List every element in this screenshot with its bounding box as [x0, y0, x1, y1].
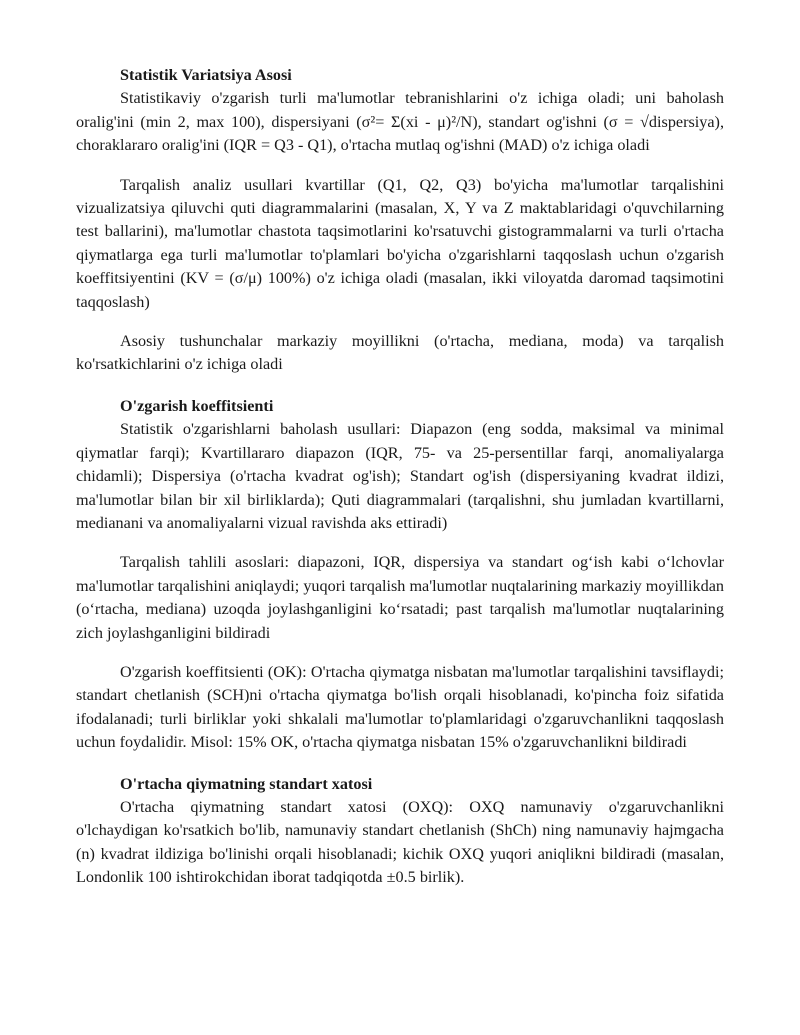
- paragraph-standard-error-definition: O'rtacha qiymatning standart xatosi (OXQ): OXQ namunaviy o'zgaruvchanlikni o'lchaydigan ko'rsatkich bo'lib, namunaviy standart chetlanish (ShCh) ning namunaviy hajmgacha (n) kvadrat ildiziga bo'linishi orqali hisoblanadi; kichik OXQ yuqori aniqlikni bildiradi (masalan, Londonlik 100 ishtirokchidan iborat tadqiqotda ±0.5 birlik).: [76, 797, 724, 887]
- paragraph-dispersion-analysis-basics: Tarqalish tahlili asoslari: diapazoni, IQR, dispersiya va standart og‘ish kabi o‘lchovlar ma'lumotlar tarqalishini aniqlaydi; yuqori tarqalish ma'lumotlar nuqtalarining markaziy moyillikdan (o‘rtacha, mediana) uzoqda joylashganligini ko‘rsatadi; past tarqalish ma'lumotlar nuqtalarining zich joylashganligini bildiradi: [76, 553, 724, 642]
- paragraph-coefficient-definition: O'zgarish koeffitsienti (OK): O'rtacha qiymatga nisbatan ma'lumotlar tarqalishini tavsiflaydi; standart chetlanish (SCH)ni o'rtacha qiymatga bo'lish orqali hisoblanadi, ko'pincha foiz sifatida ifodalanadi; turli birliklar yoki shkalali ma'lumotlar to'plamlaridagi o'zgaruvchanlikni taqqoslash uchun foydalidir. Misol: 15% OK, o'rtacha qiymatga nisbatan 15% o'zgaruvchanlikni bildiradi: [76, 662, 724, 752]
- section-heading-statistical-variation: Statistik Variatsiya Asosi: [120, 66, 292, 84]
- paragraph-key-concepts: Asosiy tushunchalar markaziy moyillikni (o'rtacha, mediana, moda) va tarqalish ko'rsatkichlarini o'z ichiga oladi: [76, 332, 724, 374]
- paragraph-assessment-methods: Statistik o'zgarishlarni baholash usullari: Diapazon (eng sodda, maksimal va minimal qiymatlar farqi); Kvartillararo diapazon (IQR, 75- va 25-persentillar farqi, anomaliyalarga chidamli); Dispersiya (o'rtacha kvadrat og'ish); Standart og'ish (dispersiyaning kvadrat ildizi, ma'lumotlar bilan bir xil birliklarda); Quti diagrammalari (tarqalishni, shu jumladan kvartillarni, medianani va anomaliyalarni vizual ravishda aks ettiradi): [76, 420, 724, 532]
- document-page: [76, 64, 724, 890]
- section-heading-coefficient-of-variation: O'zgarish koeffitsienti: [120, 396, 274, 415]
- section-heading-standard-error: O'rtacha qiymatning standart xatosi: [120, 774, 373, 793]
- paragraph-variation-definition: Statistikaviy o'zgarish turli ma'lumotlar tebranishlarini o'z ichiga oladi; uni baholash oralig'ini (min 2, max 100), dispersiyani (σ²= Σ(xi - μ)²/N), standart og'ishni (σ = √dispersiya), choraklararo oralig'ini (IQR = Q3 - Q1), o'rtacha mutlaq og'ishni (MAD) o'z ichiga oladi: [76, 89, 724, 155]
- paragraph-dispersion-methods: Tarqalish analiz usullari kvartillar (Q1, Q2, Q3) bo'yicha ma'lumotlar tarqalishini vizualizatsiya qiluvchi quti diagrammalarini (masalan, X, Y va Z maktablaridagi o'quvchilarning test ballarini), ma'lumotlar chastota taqsimotlarini ko'rsatuvchi gistogrammalarni va turli o'rtacha qiymatlarga ega turli ma'lumotlar to'plamlari bo'yicha o'zgarishlarni taqqoslash uchun o'zgarish koeffitsiyentini (KV = (σ/μ) 100%) o'z ichiga oladi (masalan, ikki viloyatda daromad taqsimotini taqqoslash): [76, 175, 724, 311]
